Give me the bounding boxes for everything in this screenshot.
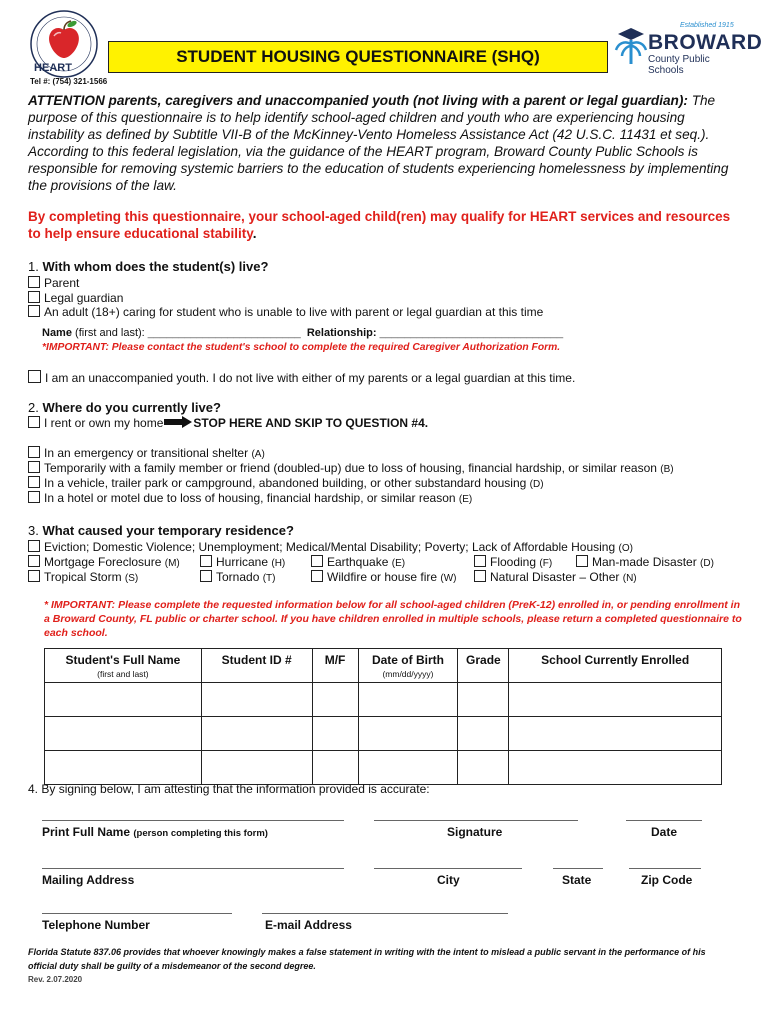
q3-option-code: (T) bbox=[262, 573, 276, 584]
attention-body: The purpose of this questionnaire is to help identify school-aged children and youth who are experiencing housing instability as defined by Subtitle VII-B of the McKinney-Vento Homeless Assistance Act (42 U.S.C. 11431 et seq.). According to this federal legislation, via the guidance of the HEART program, Broward County Public Schools is responsible for removing systemic barriers to the education of students experiencing homelessness by implementing the provisions of the law. bbox=[28, 93, 729, 193]
checkbox[interactable] bbox=[28, 491, 40, 503]
q3-option-code: (D) bbox=[700, 558, 714, 569]
checkbox[interactable] bbox=[28, 540, 40, 552]
q2-number: 2. bbox=[28, 400, 39, 415]
q3-option-code: (N) bbox=[622, 573, 637, 584]
q3-option-label: Tornado bbox=[216, 570, 260, 584]
name-label: Name bbox=[42, 327, 72, 339]
question-1 bbox=[28, 259, 268, 274]
email-field[interactable] bbox=[262, 913, 508, 914]
table-cell[interactable] bbox=[312, 751, 358, 785]
q3-option-natural-other[interactable] bbox=[474, 570, 637, 584]
column-header-hint: (mm/dd/yyyy) bbox=[382, 669, 434, 679]
checkbox[interactable] bbox=[311, 555, 323, 567]
relationship-label: Relationship: bbox=[306, 327, 377, 339]
q3-option-code: (E) bbox=[391, 558, 406, 569]
name-hint: (first and last): bbox=[75, 327, 145, 339]
q2-option-vehicle[interactable] bbox=[28, 476, 544, 490]
q3-number: 3. bbox=[28, 523, 39, 538]
q3-text: What caused your temporary residence? bbox=[42, 523, 294, 538]
broward-name: BROWARD bbox=[648, 31, 763, 54]
table-cell[interactable] bbox=[201, 683, 312, 717]
column-header-hint: (first and last) bbox=[97, 669, 149, 679]
checkbox[interactable] bbox=[28, 476, 40, 488]
q3-option-label: Mortgage Foreclosure bbox=[44, 555, 162, 569]
print-name-text: Print Full Name bbox=[42, 825, 131, 839]
table-cell[interactable] bbox=[509, 751, 722, 785]
q2-option-doubled-up[interactable] bbox=[28, 461, 674, 475]
table-cell[interactable] bbox=[509, 717, 722, 751]
completing-period: . bbox=[252, 226, 257, 241]
q3-option-code: (F) bbox=[539, 558, 553, 569]
q3-option-code: (O) bbox=[618, 543, 633, 554]
column-header bbox=[312, 649, 358, 683]
mailing-address-field[interactable] bbox=[42, 868, 344, 869]
table-cell[interactable] bbox=[201, 717, 312, 751]
q1-option-adult[interactable] bbox=[28, 305, 543, 319]
q2-option-label: In a vehicle, trailer park or campground, abandoned building, or other substandard housing bbox=[44, 476, 527, 490]
q3-option-label: Earthquake bbox=[327, 555, 389, 569]
q3-option-label: Man-made Disaster bbox=[592, 555, 697, 569]
column-header bbox=[358, 649, 458, 683]
q3-option-label: Hurricane bbox=[216, 555, 269, 569]
q1-option-label: An adult (18+) caring for student who is unable to live with parent or legal guardian at this time bbox=[44, 305, 544, 319]
checkbox[interactable] bbox=[28, 570, 40, 582]
q2-option-code: (B) bbox=[660, 464, 674, 475]
date-field[interactable] bbox=[626, 820, 702, 821]
table-row bbox=[45, 751, 722, 785]
revision-date: Rev. 2.07.2020 bbox=[28, 975, 83, 984]
column-header bbox=[45, 649, 202, 683]
column-header-label: Date of Birth bbox=[371, 653, 444, 667]
q2-option-code: (D) bbox=[529, 479, 544, 490]
caregiver-name-row bbox=[42, 327, 563, 339]
q1-number: 1. bbox=[28, 259, 39, 274]
table-cell[interactable] bbox=[358, 751, 458, 785]
arrow-right-icon bbox=[164, 416, 192, 428]
mailing-address-label: Mailing Address bbox=[42, 873, 135, 887]
checkbox[interactable] bbox=[28, 276, 40, 288]
q2-option-shelter[interactable] bbox=[28, 446, 265, 460]
q1-unaccompanied[interactable] bbox=[28, 370, 575, 385]
column-header bbox=[458, 649, 509, 683]
city-label: City bbox=[437, 873, 460, 887]
date-label: Date bbox=[651, 825, 678, 839]
phone-number: Tel #: (754) 321-1566 bbox=[30, 77, 108, 86]
table-cell[interactable] bbox=[201, 751, 312, 785]
q3-option-code: (W) bbox=[440, 573, 457, 584]
stop-instruction: STOP HERE AND SKIP TO QUESTION #4. bbox=[193, 416, 429, 430]
q3-option-foreclosure[interactable] bbox=[28, 555, 180, 569]
print-name-hint: (person completing this form) bbox=[133, 828, 268, 839]
column-header-label: Student's Full Name bbox=[65, 653, 181, 667]
page-title: STUDENT HOUSING QUESTIONNAIRE (SHQ) bbox=[108, 41, 608, 73]
table-cell[interactable] bbox=[45, 683, 202, 717]
table-cell[interactable] bbox=[509, 683, 722, 717]
q3-option-label: Wildfire or house fire bbox=[327, 570, 438, 584]
city-field[interactable] bbox=[374, 868, 522, 869]
q2-option-label: Temporarily with a family member or friend (doubled-up) due to loss of housing, financial hardship, or similar reason bbox=[44, 461, 657, 475]
checkbox[interactable] bbox=[28, 555, 40, 567]
relationship-field[interactable]: ______________________________ bbox=[379, 327, 564, 339]
table-cell[interactable] bbox=[358, 683, 458, 717]
print-name-field[interactable] bbox=[42, 820, 344, 821]
question-4 bbox=[28, 782, 430, 796]
q3-option-label: Flooding bbox=[490, 555, 537, 569]
column-header-label: Student ID # bbox=[221, 653, 292, 667]
florida-statute-notice: Florida Statute 837.06 provides that whoever knowingly makes a false statement in writing with the intent to mislead a public servant in the performance of his official duty shall be guilty of a misdemeanor of the second degree. bbox=[28, 947, 706, 971]
telephone-field[interactable] bbox=[42, 913, 232, 914]
column-header bbox=[509, 649, 722, 683]
q1-option-guardian[interactable] bbox=[28, 291, 123, 305]
attention-paragraph bbox=[28, 92, 744, 194]
q3-option-eviction[interactable] bbox=[28, 540, 633, 554]
attention-heading: ATTENTION parents, caregivers and unaccompanied youth (not living with a parent or legal guardian): bbox=[28, 93, 688, 108]
unaccompanied-label: I am an unaccompanied youth. I do not live with either of my parents or a legal guardian at this time. bbox=[45, 371, 576, 385]
q3-option-hurricane[interactable] bbox=[200, 555, 285, 569]
zip-field[interactable] bbox=[629, 868, 701, 869]
q1-option-label: Parent bbox=[44, 276, 80, 290]
palm-tree-icon bbox=[614, 26, 648, 66]
q3-option-manmade[interactable] bbox=[576, 555, 714, 569]
print-name-label bbox=[42, 825, 268, 839]
q3-option-flooding[interactable] bbox=[474, 555, 552, 569]
q3-option-label: Natural Disaster – Other bbox=[490, 570, 620, 584]
completing-notice bbox=[28, 208, 744, 242]
checkbox[interactable] bbox=[28, 291, 40, 303]
q3-option-code: (S) bbox=[124, 573, 139, 584]
checkbox[interactable] bbox=[474, 555, 486, 567]
question-2 bbox=[28, 400, 221, 415]
table-cell[interactable] bbox=[458, 717, 509, 751]
question-3 bbox=[28, 523, 294, 538]
checkbox[interactable] bbox=[28, 461, 40, 473]
signature-label: Signature bbox=[447, 825, 503, 839]
q4-text: By signing below, I am attesting that the information provided is accurate: bbox=[41, 782, 430, 796]
broward-established: Established 1915 bbox=[680, 22, 734, 29]
table-header-row bbox=[45, 649, 722, 683]
signature-field[interactable] bbox=[374, 820, 578, 821]
checkbox[interactable] bbox=[28, 416, 40, 428]
column-header-label: Grade bbox=[466, 653, 501, 667]
column-header bbox=[201, 649, 312, 683]
q2-option-code: (A) bbox=[251, 449, 265, 460]
checkbox[interactable] bbox=[311, 570, 323, 582]
q1-option-parent[interactable] bbox=[28, 276, 79, 290]
table-cell[interactable] bbox=[45, 751, 202, 785]
q3-option-wildfire[interactable] bbox=[311, 570, 457, 584]
state-label: State bbox=[562, 873, 592, 887]
q2-option-label: In a hotel or motel due to loss of housing, financial hardship, or similar reason bbox=[44, 491, 456, 505]
table-cell[interactable] bbox=[458, 683, 509, 717]
q2-option-hotel[interactable] bbox=[28, 491, 472, 505]
caregiver-important-note: *IMPORTANT: Please contact the student's school to complete the required Caregiver Authorization Form. bbox=[42, 342, 561, 353]
q1-option-label: Legal guardian bbox=[44, 291, 124, 305]
rent-own-label: I rent or own my home bbox=[44, 416, 164, 430]
zip-label: Zip Code bbox=[641, 873, 693, 887]
q2-text: Where do you currently live? bbox=[42, 400, 221, 415]
table-cell[interactable] bbox=[312, 683, 358, 717]
q3-option-tornado[interactable] bbox=[200, 570, 276, 584]
q3-option-code: (M) bbox=[164, 558, 180, 569]
table-cell[interactable] bbox=[358, 717, 458, 751]
q3-option-label: Eviction; Domestic Violence; Unemployment; Medical/Mental Disability; Poverty; Lack of Affordable Housing bbox=[44, 540, 616, 554]
q3-option-label: Tropical Storm bbox=[44, 570, 122, 584]
q2-option-code: (E) bbox=[458, 494, 473, 505]
q4-number: 4. bbox=[28, 782, 39, 796]
checkbox[interactable] bbox=[200, 555, 212, 567]
checkbox[interactable] bbox=[200, 570, 212, 582]
table-cell[interactable] bbox=[312, 717, 358, 751]
column-header-label: School Currently Enrolled bbox=[541, 653, 690, 667]
state-field[interactable] bbox=[553, 868, 603, 869]
heart-logo-text: HEART bbox=[34, 62, 72, 74]
checkbox[interactable] bbox=[28, 370, 41, 383]
table-cell[interactable] bbox=[458, 751, 509, 785]
student-table bbox=[44, 648, 722, 785]
column-header-label: M/F bbox=[324, 653, 346, 667]
checkbox[interactable] bbox=[28, 446, 40, 458]
table-row bbox=[45, 683, 722, 717]
caregiver-name-field[interactable]: _________________________ bbox=[147, 327, 301, 339]
q3-option-tropical-storm[interactable] bbox=[28, 570, 138, 584]
q2-option-rent-own[interactable] bbox=[28, 416, 428, 430]
enrollment-important-note: * IMPORTANT: Please complete the requested information below for all school-aged children (PreK-12) enrolled in, or pending enrollment in a Broward County, FL public or charter school. If you have children enrolled in multiple schools, please return a completed questionnaire to each school. bbox=[44, 599, 742, 639]
completing-text: By completing this questionnaire, your school-aged child(ren) may qualify for HEART services and resources to help ensure educational stability bbox=[28, 209, 731, 241]
q1-text: With whom does the student(s) live? bbox=[42, 259, 269, 274]
broward-logo bbox=[614, 22, 763, 76]
table-row bbox=[45, 717, 722, 751]
telephone-label: Telephone Number bbox=[42, 918, 150, 932]
q3-option-code: (H) bbox=[271, 558, 286, 569]
q2-option-label: In an emergency or transitional shelter bbox=[44, 446, 249, 460]
q3-option-earthquake[interactable] bbox=[311, 555, 405, 569]
broward-sub: County Public Schools bbox=[648, 54, 710, 76]
table-cell[interactable] bbox=[45, 717, 202, 751]
checkbox[interactable] bbox=[28, 305, 40, 317]
email-label: E-mail Address bbox=[265, 918, 352, 932]
checkbox[interactable] bbox=[576, 555, 588, 567]
checkbox[interactable] bbox=[474, 570, 486, 582]
